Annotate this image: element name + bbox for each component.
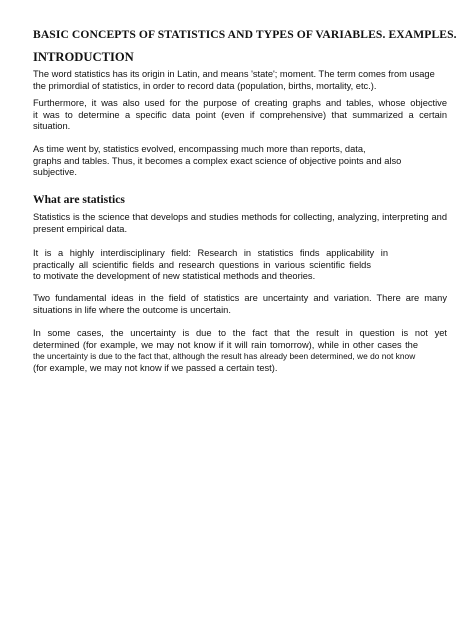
intro-paragraph-3 — [33, 144, 447, 179]
what-paragraph-4 — [33, 328, 447, 374]
paragraph-line: graphs and tables. Thus, it becomes a complex exact science of objective points and also — [33, 155, 402, 166]
paragraph-line: subjective. — [33, 167, 77, 177]
paragraph-line: practically all scientific fields and research questions in various scientific fields — [33, 259, 371, 270]
paragraph-line: the uncertainty is due to the fact that, although the result has already been determined, we do not know — [33, 351, 416, 361]
what-paragraph-1 — [33, 212, 447, 235]
paragraph-line: It is a highly interdisciplinary field: Research in statistics finds applicability in — [33, 248, 388, 258]
paragraph-line: the primordial of statistics, in order to record data (population, births, mortality, etc.). — [33, 80, 377, 91]
introduction-heading: INTRODUCTION — [33, 50, 134, 64]
paragraph-line: Furthermore, it was also used for the purpose of creating graphs and tables, whose objective — [33, 98, 447, 108]
intro-paragraph-1 — [33, 69, 447, 92]
paragraph-line: In some cases, the uncertainty is due to the fact that the result in question is not yet — [33, 328, 447, 338]
paragraph-line: The word statistics has its origin in Latin, and means 'state'; moment. The term comes from usage — [33, 69, 435, 79]
paragraph-line: situation. — [33, 121, 71, 131]
paragraph-line: present empirical data. — [33, 223, 128, 234]
what-paragraph-3 — [33, 293, 447, 316]
intro-paragraph-2 — [33, 98, 447, 133]
what-paragraph-2 — [33, 248, 447, 283]
document-title: BASIC CONCEPTS OF STATISTICS AND TYPES OF VARIABLES. EXAMPLES. — [33, 28, 457, 41]
what-are-statistics-heading: What are statistics — [33, 193, 125, 206]
paragraph-line: situations in life where the outcome is uncertain. — [33, 304, 231, 315]
paragraph-line: (for example, we may not know if we passed a certain test). — [33, 362, 278, 373]
paragraph-line: Two fundamental ideas in the field of statistics are uncertainty and variation. There are many — [33, 293, 447, 303]
paragraph-line: Statistics is the science that develops and studies methods for collecting, analyzing, interpreting and — [33, 212, 447, 222]
paragraph-line: it was to determine a specific data point (even if comprehensive) that summarized a certain — [33, 109, 447, 120]
paragraph-line: determined (for example, we may not know if it will rain tomorrow), while in other cases the — [33, 339, 418, 350]
paragraph-line: to motivate the development of new statistical methods and theories. — [33, 271, 316, 281]
paragraph-line: As time went by, statistics evolved, encompassing much more than reports, data, — [33, 144, 366, 154]
